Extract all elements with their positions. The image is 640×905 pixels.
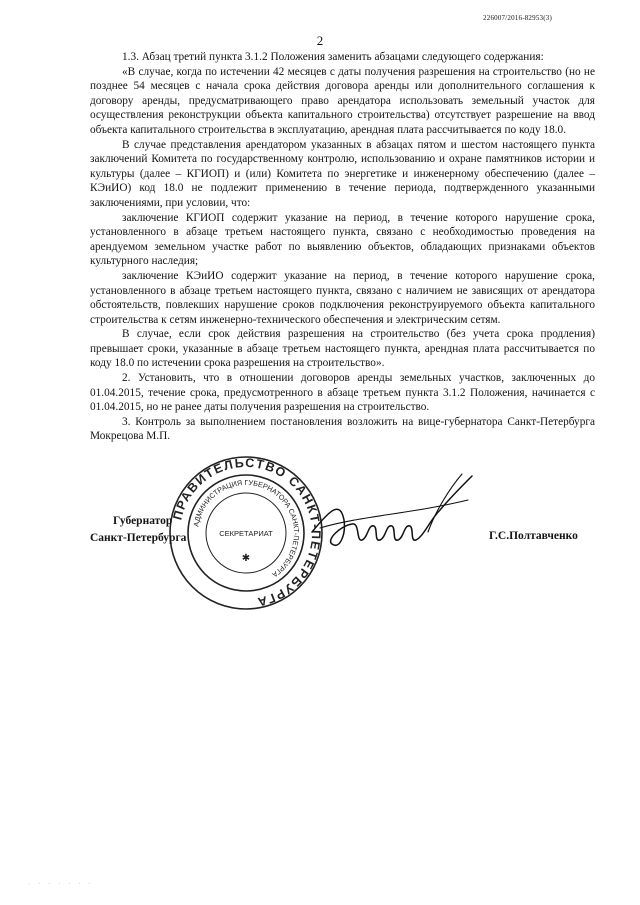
stamp-inner-text: АДМИНИСТРАЦИЯ ГУБЕРНАТОРА САНКТ-ПЕТЕРБУРГА — [191, 477, 302, 580]
signatory-title-line1: Губернатор — [113, 515, 173, 527]
document-id: 226007/2016-82953(3) — [483, 14, 552, 22]
paragraph-kgiop: заключение КГИОП содержит указание на период, в течение которого нарушение срока, установленного в абзаце третьем настоящего пункта, связано с необходимостью проведения на арендуемом земельном участке работ по выявлению объектов, обладающих признаками объектов культурного наследия; — [90, 211, 595, 268]
stamp-center-text: СЕКРЕТАРИАТ — [219, 529, 273, 538]
svg-text:✱: ✱ — [241, 553, 251, 564]
paragraph-keio: заключение КЭиИО содержит указание на период, в течение которого нарушение срока, установленного в абзаце третьем настоящего пункта, связано с наличием не зависящих от арендатора обстоятельств, повлекших нарушение сроков подключения реконструируемого объекта капитального строительства к сетям инженерно-технического обеспечения и электрическим сетям. — [90, 269, 595, 326]
paragraph-3: 3. Контроль за выполнением постановления возложить на вице-губернатора Санкт-Петербурга Мокрецова М.П. — [90, 415, 595, 443]
paragraph-42-months: «В случае, когда по истечении 42 месяцев с даты получения разрешения на строительство (но не позднее 54 месяцев с начала срока действия договора аренды или дополнительного соглашения к договору аренды, предусматривающего право арендатора использовать земельный участок для осуществления реконструкции объекта капитального строительства) отсутствует разрешение на ввод объекта капитального строительства в эксплуатацию, арендная плата рассчитывается по коду 18.0. — [90, 65, 595, 136]
document-body — [90, 50, 595, 444]
stamp-outer-text: ПРАВИТЕЛЬСТВО САНКТ-ПЕТЕРБУРГА — [170, 455, 324, 610]
scan-artifact-dots: · · · · · · · — [28, 880, 94, 888]
paragraph-conclusions: В случае представления арендатором указанных в абзацах пятом и шестом настоящего пункта заключений Комитета по государственному контролю, использованию и охране памятников истории и культуры (далее – КГИОП) и (или) Комитета по энергетике и инженерному обеспечению (далее – КЭиИО) код 18.0 не подлежит применению в течение периода, подтвержденного указанными заключениями, при условии, что: — [90, 138, 595, 209]
signature-title — [90, 513, 186, 547]
signatory-name: Г.С.Полтавченко — [489, 530, 578, 542]
paragraph-2: 2. Установить, что в отношении договоров аренды земельных участков, заключенных до 01.04.2015, течение срока, предусмотренного в абзаце третьем пункта 3.1.2 Положения, начинается с 01.04.2015, но не ранее даты получения разрешения на строительство. — [90, 372, 595, 414]
signatory-title-line2: Санкт-Петербурга — [90, 532, 187, 544]
page-number: 2 — [316, 33, 324, 48]
handwritten-signature — [300, 470, 480, 570]
paragraph-1-3: 1.3. Абзац третий пункта 3.1.2 Положения заменить абзацами следующего содержания: — [122, 51, 544, 63]
paragraph-permit-term: В случае, если срок действия разрешения на строительство (без учета срока продления) превышает сроки, указанные в абзаце третьем настоящего пункта, арендная плата рассчитывается по коду 18.0 по истечении срока разрешения на строительство». — [90, 328, 595, 370]
